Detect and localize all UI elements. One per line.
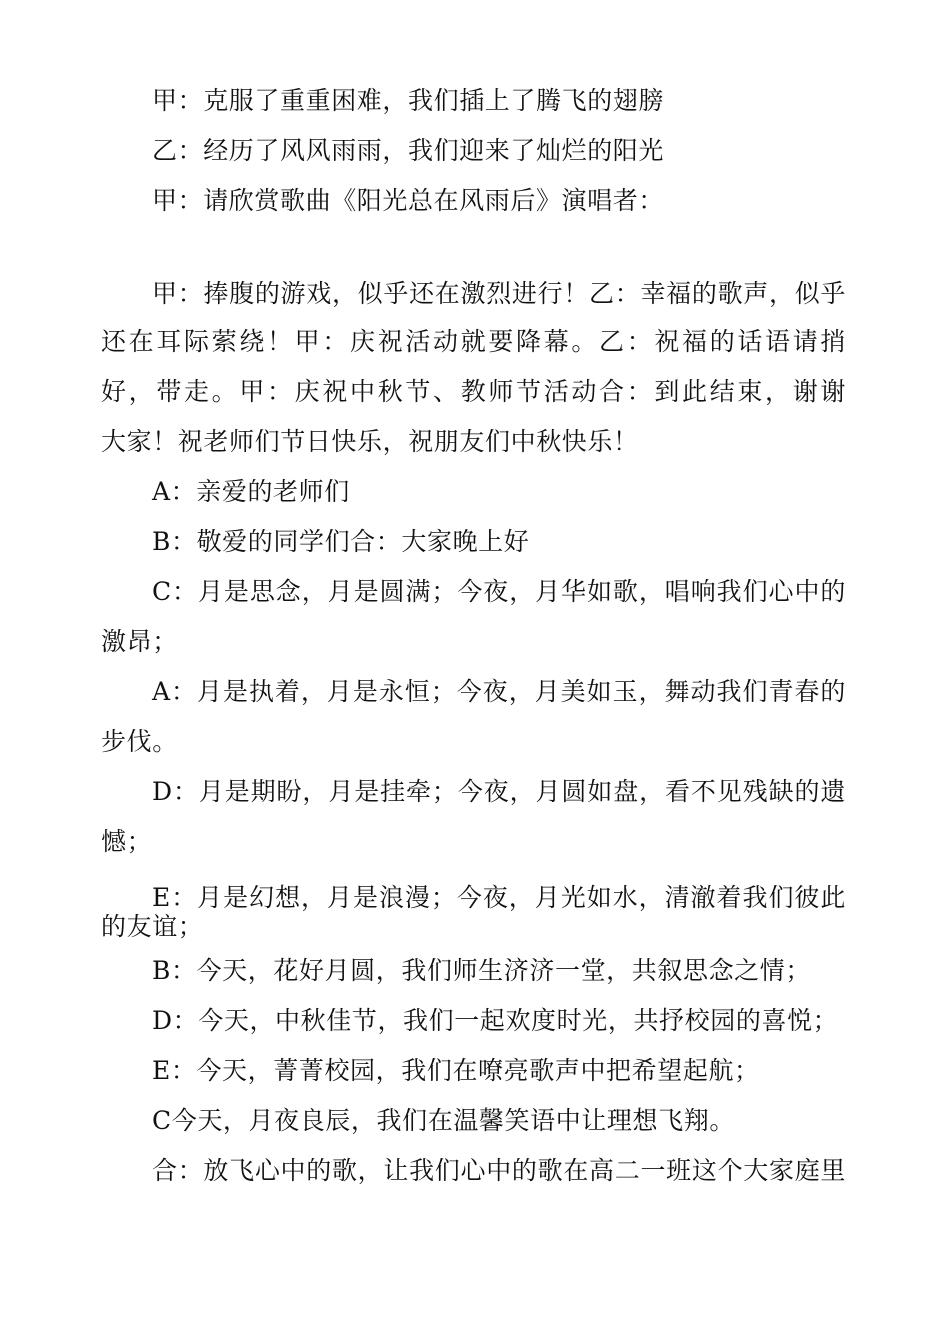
text-line: B：今天，花好月圆，我们师生济济一堂，共叙思念之情；: [152, 956, 811, 985]
text-line: 乙：经历了风风雨雨，我们迎来了灿烂的阳光: [152, 136, 665, 165]
text-line: A：月是执着，月是永恒；今夜，月美如玉，舞动我们青春的: [152, 677, 846, 706]
text-line: D：今天，中秋佳节，我们一起欢度时光，共抒校园的喜悦；: [152, 1006, 839, 1035]
text-line: 甲：克服了重重困难，我们插上了腾飞的翅膀: [152, 86, 665, 115]
text-line: C今天，月夜良辰，我们在温馨笑语中让理想飞翔。: [152, 1106, 735, 1135]
text-line: 憾；: [101, 827, 153, 856]
text-line: 甲：捧腹的游戏，似乎还在激烈进行！乙：幸福的歌声，似乎: [152, 279, 846, 308]
text-line: 步伐。: [101, 727, 178, 756]
text-line: B：敬爱的同学们合：大家晚上好: [152, 527, 530, 556]
text-line: 甲：请欣赏歌曲《阳光总在风雨后》演唱者：: [152, 186, 665, 215]
text-line: 激昂；: [101, 627, 178, 656]
text-line: 大家！祝老师们节日快乐，祝朋友们中秋快乐！: [101, 427, 639, 456]
text-line: A：亲爱的老师们: [152, 477, 350, 506]
text-line: E：今天，菁菁校园，我们在嘹亮歌声中把希望起航；: [152, 1056, 760, 1085]
text-line: C：月是思念，月是圆满；今夜，月华如歌，唱响我们心中的: [152, 577, 846, 606]
text-line: D：月是期盼，月是挂牵；今夜，月圆如盘，看不见残缺的遗: [152, 777, 846, 806]
text-line: 还在耳际萦绕！甲：庆祝活动就要降幕。乙：祝福的话语请捎: [101, 327, 846, 356]
text-line: 的友谊；: [101, 912, 204, 941]
text-line: 好，带走。甲：庆祝中秋节、教师节活动合：到此结束，谢谢: [101, 377, 846, 406]
text-line: E：月是幻想，月是浪漫；今夜，月光如水，清澈着我们彼此: [152, 883, 846, 912]
text-line: 合：放飞心中的歌，让我们心中的歌在高二一班这个大家庭里: [152, 1156, 846, 1185]
